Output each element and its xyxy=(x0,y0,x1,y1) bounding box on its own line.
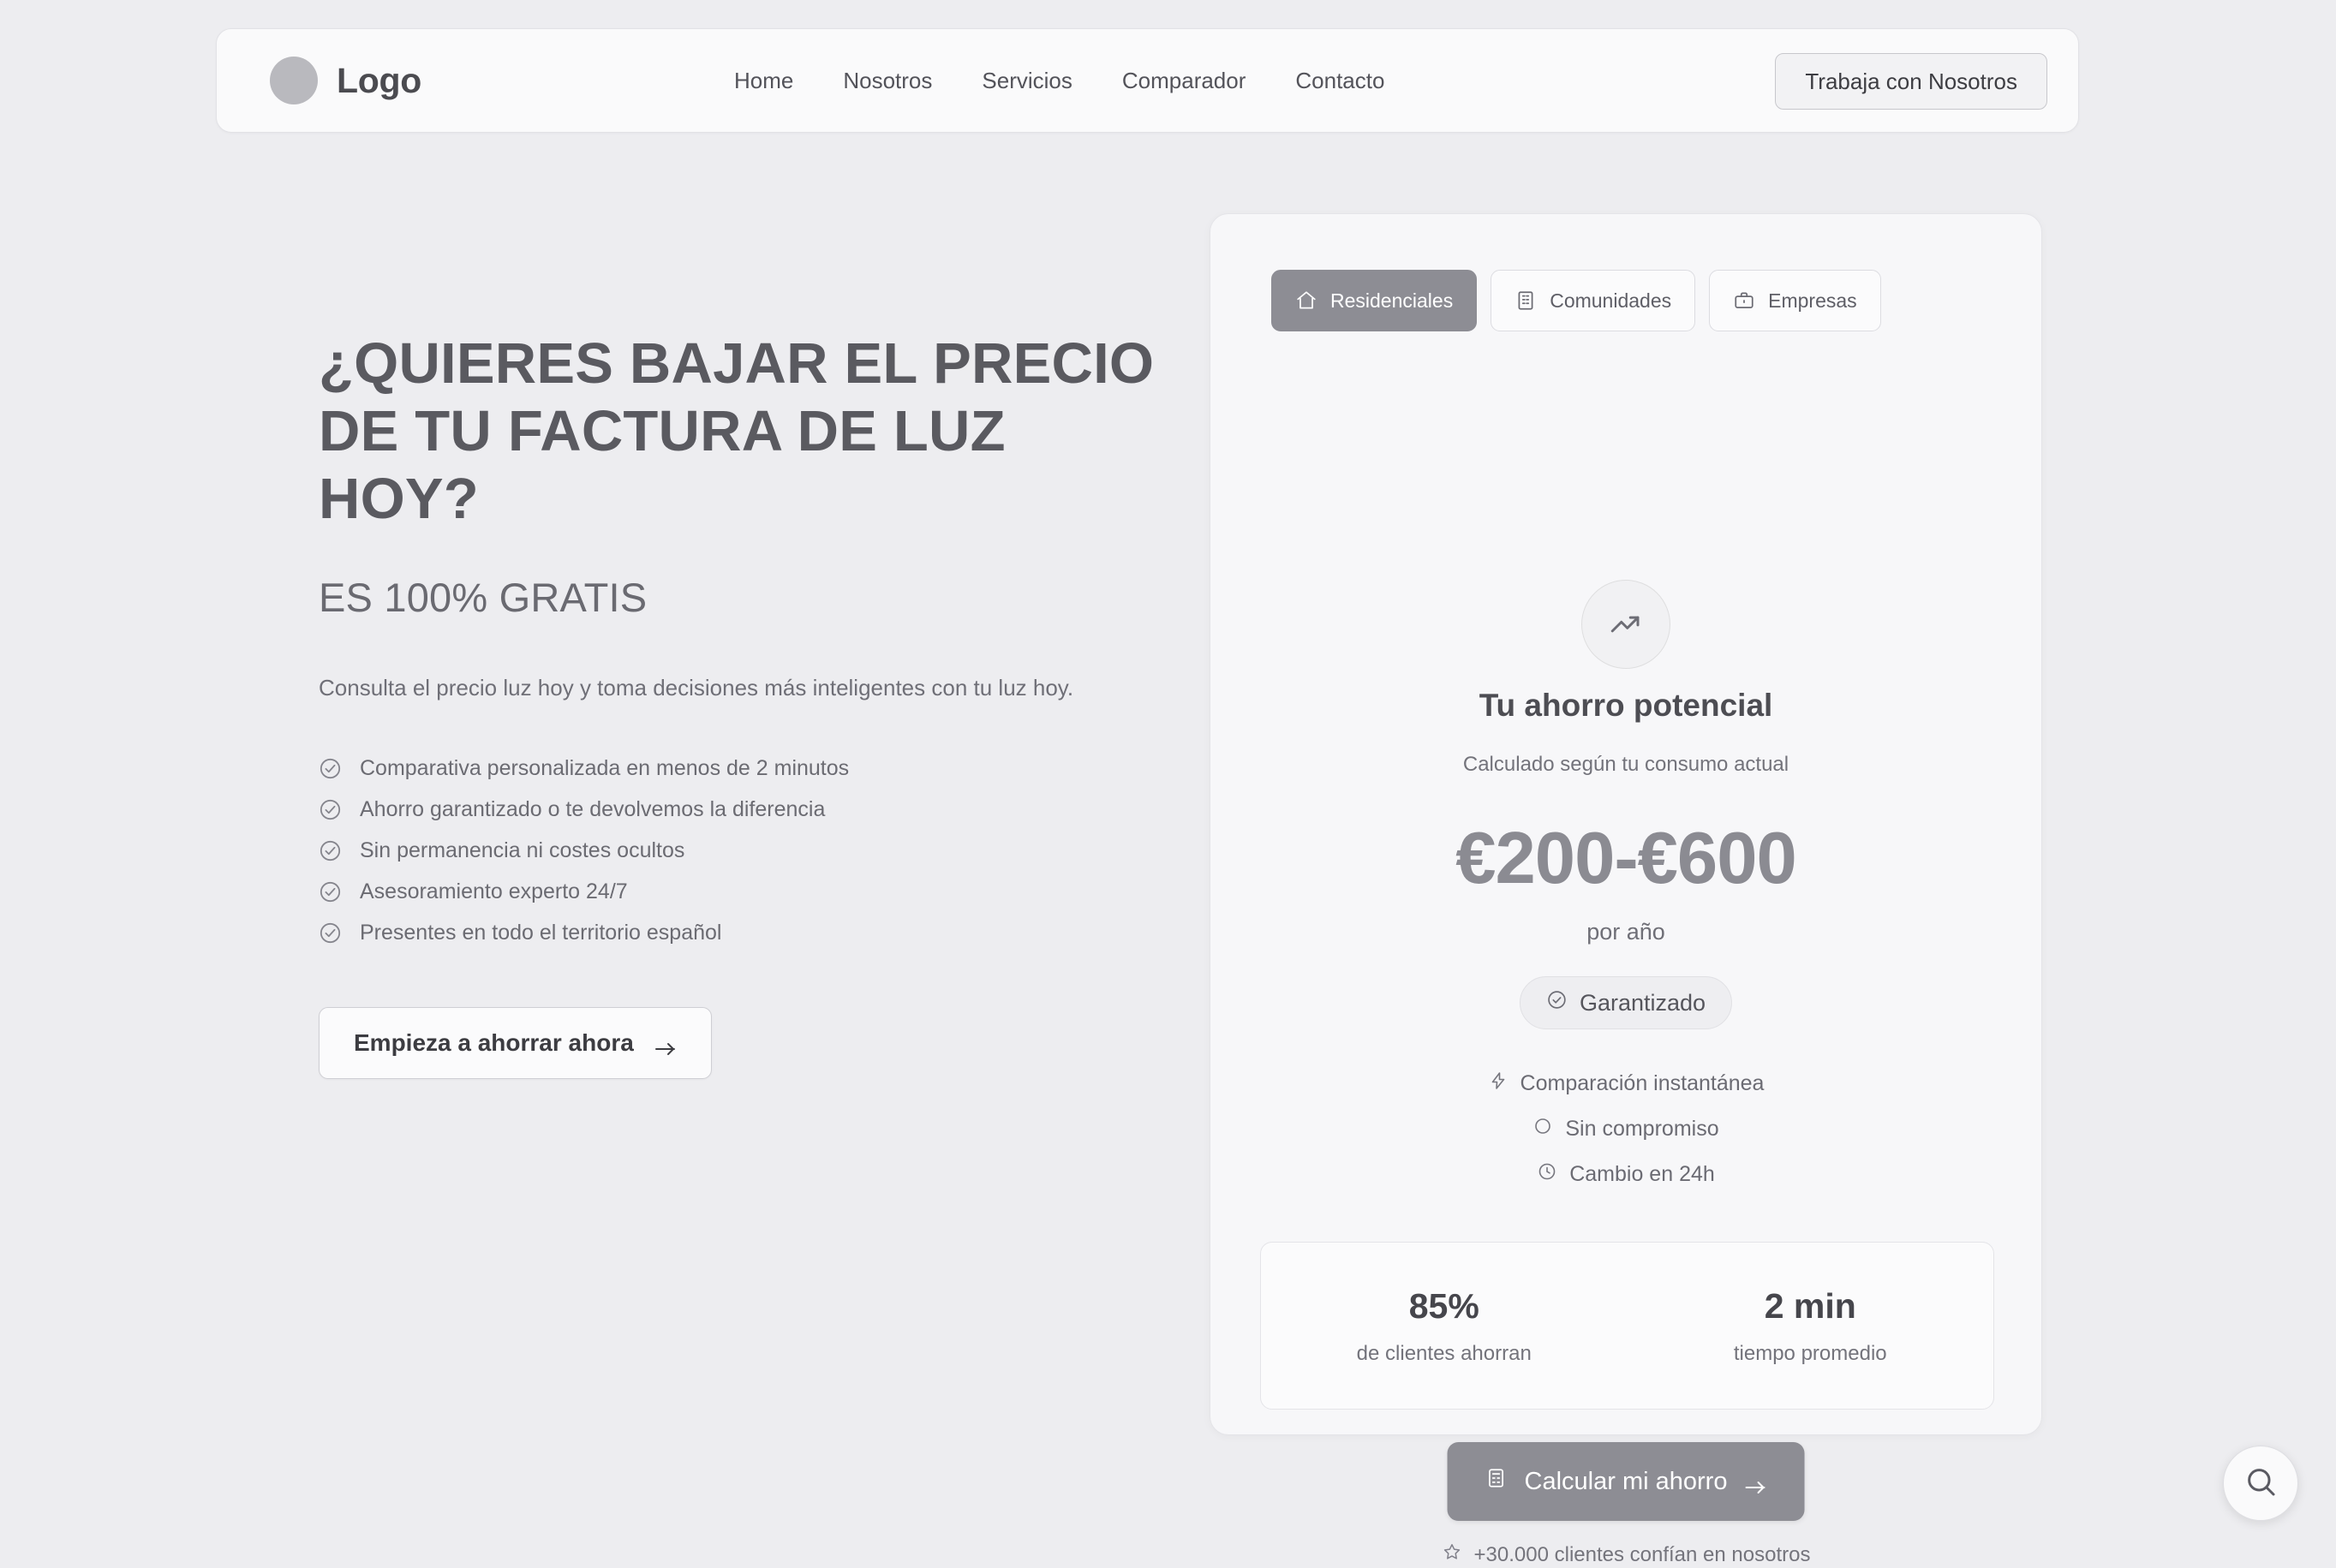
tab-comunidades-label: Comunidades xyxy=(1550,289,1671,313)
list-item xyxy=(319,838,1175,863)
card-title: Tu ahorro potencial xyxy=(1210,688,2041,724)
list-item-label: Asesoramiento experto 24/7 xyxy=(360,879,628,904)
logo-icon xyxy=(270,57,318,104)
start-saving-label: Empieza a ahorrar ahora xyxy=(354,1029,634,1057)
star-icon xyxy=(1442,1541,1462,1568)
home-icon xyxy=(1295,289,1317,312)
page-title: ¿QUIERES BAJAR EL PRECIO DE TU FACTURA DE LUZ HOY? xyxy=(319,330,1175,533)
customer-type-tabs xyxy=(1271,270,1881,331)
main-nav xyxy=(734,68,1384,94)
stats-panel xyxy=(1260,1242,1994,1410)
check-circle-icon xyxy=(319,798,342,821)
stat-average-time xyxy=(1628,1243,1994,1409)
list-item xyxy=(319,879,1175,904)
savings-amount: €200-€600 xyxy=(1210,817,2041,901)
list-item-label: Comparación instantánea xyxy=(1520,1071,1765,1096)
brand-name: Logo xyxy=(337,61,421,101)
chat-widget-button[interactable] xyxy=(2223,1446,2298,1521)
check-circle-icon xyxy=(319,921,342,945)
list-item-label: Ahorro garantizado o te devolvemos la diferencia xyxy=(360,797,825,822)
list-item xyxy=(319,797,1175,822)
nav-item-contacto[interactable]: Contacto xyxy=(1295,68,1384,94)
nav-item-home[interactable]: Home xyxy=(734,68,793,94)
trust-indicator-label: +30.000 clientes confían en nosotros xyxy=(1474,1543,1811,1567)
calculate-savings-button[interactable] xyxy=(1448,1442,1805,1521)
hero-subtitle: ES 100% GRATIS xyxy=(319,574,1175,621)
list-item-label: Sin compromiso xyxy=(1565,1117,1718,1142)
list-item-label: Comparativa personalizada en menos de 2 minutos xyxy=(360,756,849,781)
calculate-savings-label: Calcular mi ahorro xyxy=(1525,1468,1728,1496)
nav-item-comparador[interactable]: Comparador xyxy=(1122,68,1246,94)
check-circle-icon xyxy=(319,839,342,862)
briefcase-icon xyxy=(1733,289,1755,312)
clock-icon xyxy=(1537,1161,1557,1188)
stat-value: 2 min xyxy=(1765,1286,1856,1327)
feature-list xyxy=(319,756,1175,945)
search-icon xyxy=(2243,1464,2278,1503)
calculator-icon xyxy=(1485,1467,1508,1496)
stat-label: tiempo promedio xyxy=(1734,1342,1887,1366)
check-circle-icon xyxy=(319,757,342,780)
trending-up-icon xyxy=(1581,580,1670,669)
list-item xyxy=(1488,1070,1765,1097)
tab-empresas[interactable] xyxy=(1709,270,1881,331)
brand[interactable] xyxy=(270,57,421,104)
stat-label: de clientes ahorran xyxy=(1357,1342,1532,1366)
savings-period: por año xyxy=(1210,919,2041,945)
building-icon xyxy=(1515,289,1537,312)
nav-item-servicios[interactable]: Servicios xyxy=(982,68,1072,94)
list-item xyxy=(1532,1116,1718,1142)
site-header xyxy=(216,28,2079,133)
list-item-label: Sin permanencia ni costes ocultos xyxy=(360,838,684,863)
work-with-us-button[interactable]: Trabaja con Nosotros xyxy=(1775,53,2047,110)
tab-comunidades[interactable] xyxy=(1491,270,1695,331)
check-circle-icon xyxy=(1546,989,1568,1017)
list-item xyxy=(319,756,1175,781)
circle-icon xyxy=(1532,1116,1553,1142)
arrow-right-icon xyxy=(654,1035,677,1051)
list-item xyxy=(319,921,1175,945)
tab-residenciales-label: Residenciales xyxy=(1330,289,1453,313)
hero-description: Consulta el precio luz hoy y toma decisiones más inteligentes con tu luz hoy. xyxy=(319,669,1128,706)
savings-card xyxy=(1210,213,2042,1435)
list-item-label: Cambio en 24h xyxy=(1569,1162,1715,1187)
bolt-icon xyxy=(1488,1070,1509,1097)
stat-value: 85% xyxy=(1409,1286,1479,1327)
arrow-right-icon xyxy=(1744,1474,1766,1489)
start-saving-button[interactable] xyxy=(319,1007,712,1079)
hero-left-column xyxy=(319,330,1175,1079)
tab-residenciales[interactable] xyxy=(1271,270,1477,331)
tab-empresas-label: Empresas xyxy=(1768,289,1857,313)
status-badge-label: Garantizado xyxy=(1580,990,1706,1017)
trust-indicator xyxy=(1210,1541,2041,1568)
list-item xyxy=(1537,1161,1715,1188)
card-benefit-list xyxy=(1210,1070,2041,1188)
status-badge xyxy=(1520,976,1732,1029)
stat-clients-saving xyxy=(1261,1243,1628,1409)
check-circle-icon xyxy=(319,880,342,903)
nav-item-nosotros[interactable]: Nosotros xyxy=(843,68,932,94)
list-item-label: Presentes en todo el territorio español xyxy=(360,921,721,945)
card-subtitle: Calculado según tu consumo actual xyxy=(1210,753,2041,777)
